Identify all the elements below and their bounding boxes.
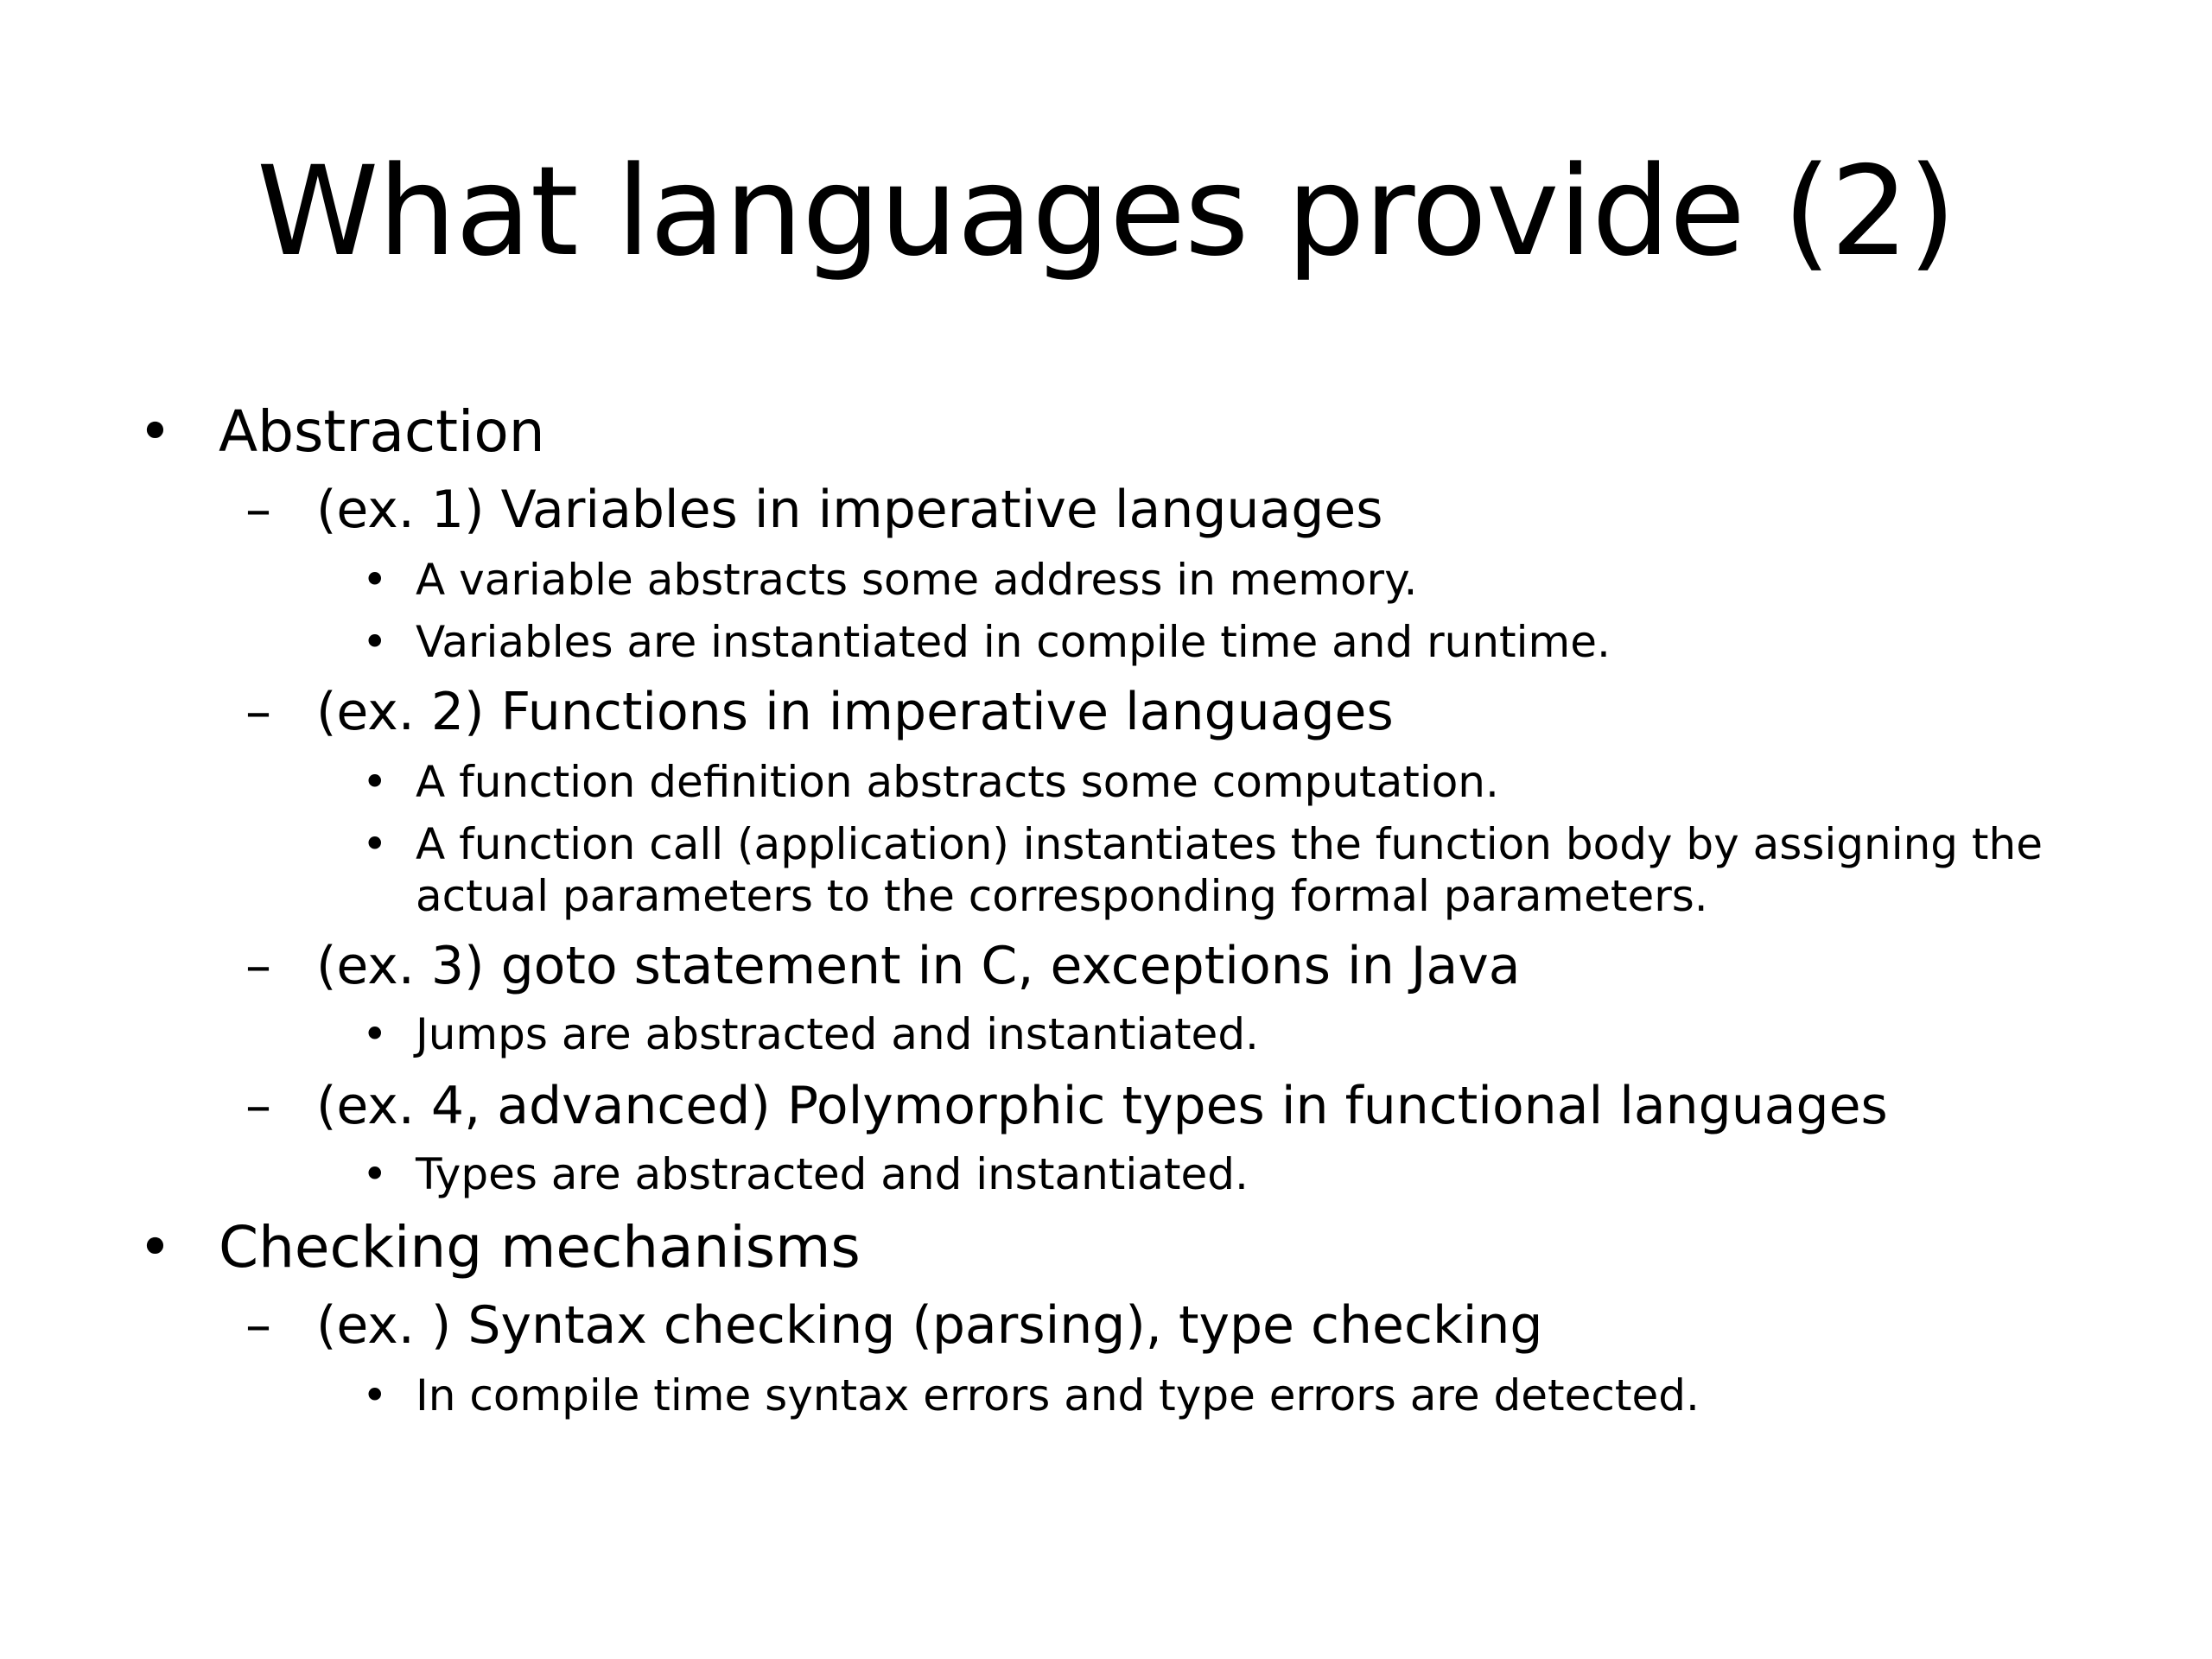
dash-marker: – (245, 1076, 271, 1136)
bullet-text: Abstraction (219, 398, 545, 465)
bullet-marker: • (362, 617, 388, 667)
slide-title: What languages provide (2) (257, 139, 1955, 283)
bullet-marker: • (362, 1370, 388, 1421)
bullet-item (138, 397, 545, 467)
bullet-marker: • (138, 398, 172, 465)
dash-marker: – (245, 682, 271, 742)
bullet-text: A variable abstracts some address in memory. (416, 555, 1418, 605)
bullet-text: (ex. 2) Functions in imperative languages (316, 682, 1394, 742)
bullet-text: Jumps are abstracted and instantiated. (416, 1009, 1259, 1059)
bullet-item (245, 1075, 1888, 1137)
bullet-item (138, 1213, 861, 1282)
dash-marker: – (245, 936, 271, 996)
bullet-text: A function call (application) instantiates the function body by assigning the (416, 819, 2043, 869)
bullet-marker: • (362, 1009, 388, 1059)
dash-marker: – (245, 480, 271, 540)
bullet-item (245, 935, 1521, 997)
bullet-text: In compile time syntax errors and type errors are detected. (416, 1370, 1700, 1421)
bullet-text: Types are abstracted and instantiated. (416, 1149, 1249, 1199)
bullet-item (362, 555, 1418, 605)
bullet-item (245, 681, 1394, 743)
bullet-text: A function definition abstracts some computation. (416, 757, 1499, 807)
bullet-continuation (416, 871, 1708, 921)
bullet-item (362, 617, 1611, 667)
bullet-marker: • (362, 819, 388, 869)
bullet-item (362, 1009, 1259, 1059)
bullet-marker: • (138, 1214, 172, 1281)
bullet-text: (ex. 4, advanced) Polymorphic types in functional languages (316, 1076, 1888, 1136)
bullet-marker: • (362, 1149, 388, 1199)
bullet-item (245, 1294, 1543, 1357)
bullet-marker: • (362, 555, 388, 605)
bullet-text: Variables are instantiated in compile time and runtime. (416, 617, 1611, 667)
bullet-item (362, 1149, 1249, 1199)
bullet-text: (ex. 3) goto statement in C, exceptions in Java (316, 936, 1521, 996)
dash-marker: – (245, 1295, 271, 1356)
bullet-item (245, 479, 1383, 541)
bullet-text: (ex. 1) Variables in imperative languages (316, 480, 1383, 540)
bullet-item (362, 757, 1499, 807)
bullet-item (362, 1370, 1700, 1421)
bullet-item (362, 819, 2043, 869)
bullet-marker: • (362, 757, 388, 807)
bullet-text: (ex. ) Syntax checking (parsing), type checking (316, 1295, 1543, 1356)
bullet-text: actual parameters to the corresponding formal parameters. (416, 871, 1708, 921)
bullet-text: Checking mechanisms (219, 1214, 861, 1281)
